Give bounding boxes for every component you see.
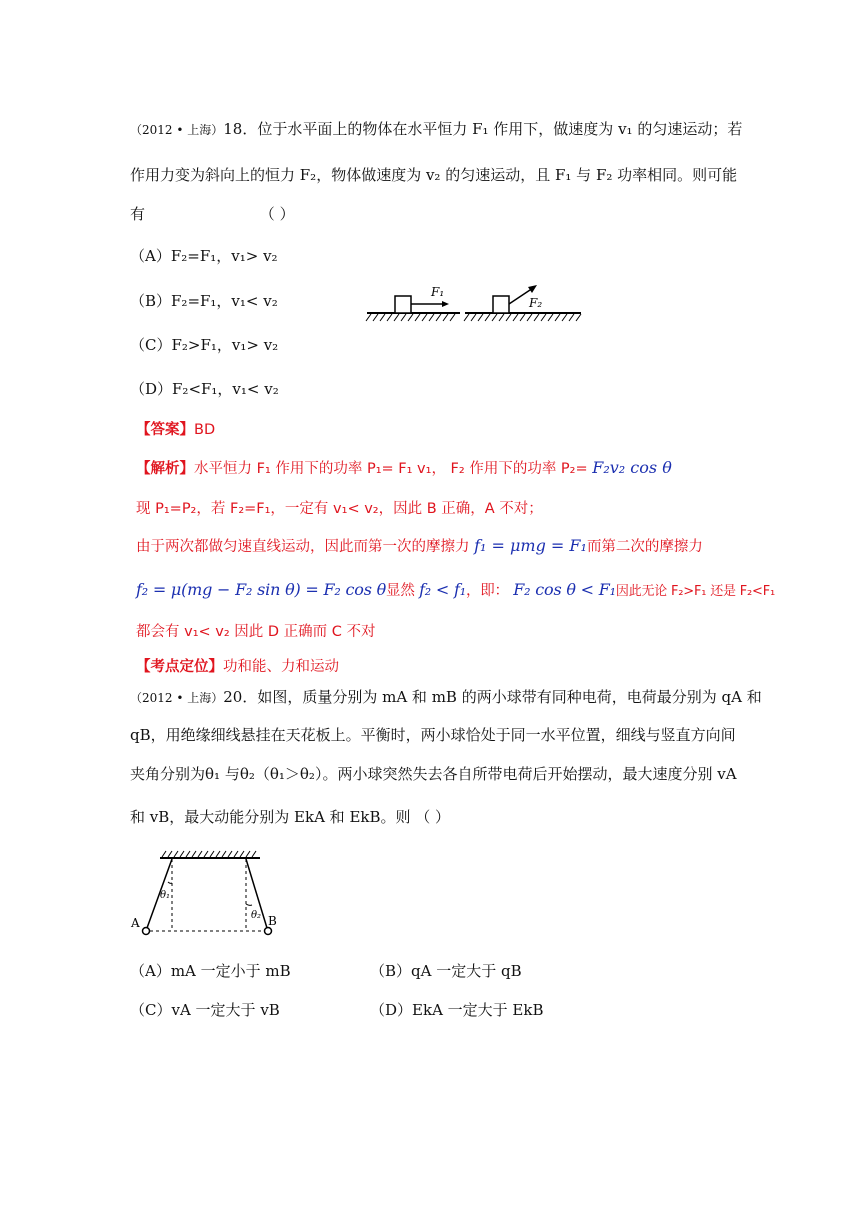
answer-tag: 【答案】 <box>136 422 194 438</box>
ceiling <box>160 851 260 858</box>
q18-text-line3: 有 <box>130 205 146 223</box>
label-f2: F₂ <box>529 296 543 310</box>
answer-line <box>136 418 215 439</box>
label-a: A <box>131 916 140 930</box>
ground-right <box>464 313 581 321</box>
q20-text-line2: qB，用绝缘细线悬挂在天花板上。平衡时，两小球恰处于同一水平位置，细线与竖直方向间 <box>130 726 736 744</box>
angle-arc-2 <box>246 904 252 905</box>
q18-option-d: （D）F₂<F₁，v₁< v₂ <box>130 380 279 398</box>
q20-text-line1: 如图，质量分别为 mA 和 mB 的两小球带有同种电荷，电荷最分别为 qA 和 <box>257 688 762 706</box>
force-f1-arrow <box>411 301 449 307</box>
q20-number: 20． <box>223 688 258 706</box>
label-f1: F₁ <box>431 285 445 299</box>
topic-value: 功和能、力和运动 <box>223 659 339 675</box>
q20-line1 <box>130 686 762 707</box>
analysis-formula-compare: f₂ < f₁ <box>419 580 466 599</box>
answer-value: BD <box>194 422 216 438</box>
analysis-line3 <box>136 535 703 556</box>
analysis-text-4c: 因此无论 F₂>F₁ 还是 F₂<F₁ <box>615 584 776 599</box>
analysis-formula-friction2: f₂ = μ(mg − F₂ sin θ) = F₂ cos θ <box>136 580 387 599</box>
label-theta1: θ₁ <box>160 890 171 901</box>
analysis-line1 <box>136 457 672 478</box>
q20-option-c: （C）vA 一定大于 vB <box>130 1001 280 1019</box>
q20-option-d: （D）EkA 一定大于 EkB <box>370 1001 544 1019</box>
q20-text-line3: 夹角分别为θ₁ 与θ₂（θ₁＞θ₂）。两小球突然失去各自所带电荷后开始摆动，最大速度分别 vA <box>130 765 737 783</box>
analysis-line4 <box>136 579 775 600</box>
q18-text-line2: 作用力变为斜向上的恒力 F₂，物体做速度为 v₂ 的匀速运动，且 F₁ 与 F₂ 功率相同。则可能 <box>130 166 738 184</box>
analysis-tag: 【解析】 <box>136 461 194 477</box>
ball-a <box>143 928 150 935</box>
ground-left <box>366 313 460 321</box>
q18-line1 <box>130 118 742 139</box>
q20-source: （2012 • 上海） <box>130 691 224 705</box>
block-2 <box>493 296 509 313</box>
analysis-text-1: 水平恒力 F₁ 作用下的功率 P₁= F₁ v₁， F₂ 作用下的功率 P₂= <box>194 461 588 477</box>
analysis-formula-friction1: f₁ = μmg = F₁ <box>474 536 587 555</box>
analysis-line5: 都会有 v₁< v₂ 因此 D 正确而 C 不对 <box>136 624 376 640</box>
label-theta2: θ₂ <box>251 910 262 921</box>
q18-line3 <box>130 203 295 224</box>
q18-answer-paren: （ ） <box>259 205 295 223</box>
q20-option-b: （B）qA 一定大于 qB <box>370 962 522 980</box>
analysis-text-3: 由于两次都做匀速直线运动，因此而第一次的摩擦力 <box>136 539 470 555</box>
q18-option-c: （C）F₂>F₁，v₁> v₂ <box>130 336 279 354</box>
label-b: B <box>268 914 277 928</box>
q20-option-a: （A）mA 一定小于 mB <box>130 962 291 980</box>
analysis-text-4b: ，即： <box>465 583 509 599</box>
topic-tag: 【考点定位】 <box>136 659 223 675</box>
analysis-text-3b: 而第二次的摩擦力 <box>586 539 703 555</box>
q18-number: 18． <box>223 120 258 138</box>
angle-arc-1 <box>168 882 172 883</box>
q20-pendulum-figure <box>128 850 288 940</box>
analysis-formula-inequality: F₂ cos θ < F₁ <box>513 580 616 599</box>
analysis-text-4a: 显然 <box>386 583 415 599</box>
ball-b <box>265 928 272 935</box>
analysis-line2: 现 P₁=P₂，若 F₂=F₁，一定有 v₁< v₂，因此 B 正确，A 不对； <box>136 501 543 517</box>
q18-option-a: （A）F₂=F₁，v₁> v₂ <box>130 247 278 265</box>
analysis-formula-power: F₂v₂ cos θ <box>592 458 672 477</box>
q18-text-line1: 位于水平面上的物体在水平恒力 F₁ 作用下，做速度为 v₁ 的匀速运动；若 <box>257 120 743 138</box>
q18-force-figure <box>365 276 585 326</box>
q18-option-b: （B）F₂=F₁，v₁< v₂ <box>130 292 278 310</box>
q18-source: （2012 • 上海） <box>130 123 224 137</box>
topic-line <box>136 655 339 676</box>
block-1 <box>395 296 411 313</box>
q20-text-line4: 和 vB，最大动能分别为 EkA 和 EkB。则 （ ） <box>130 808 451 826</box>
